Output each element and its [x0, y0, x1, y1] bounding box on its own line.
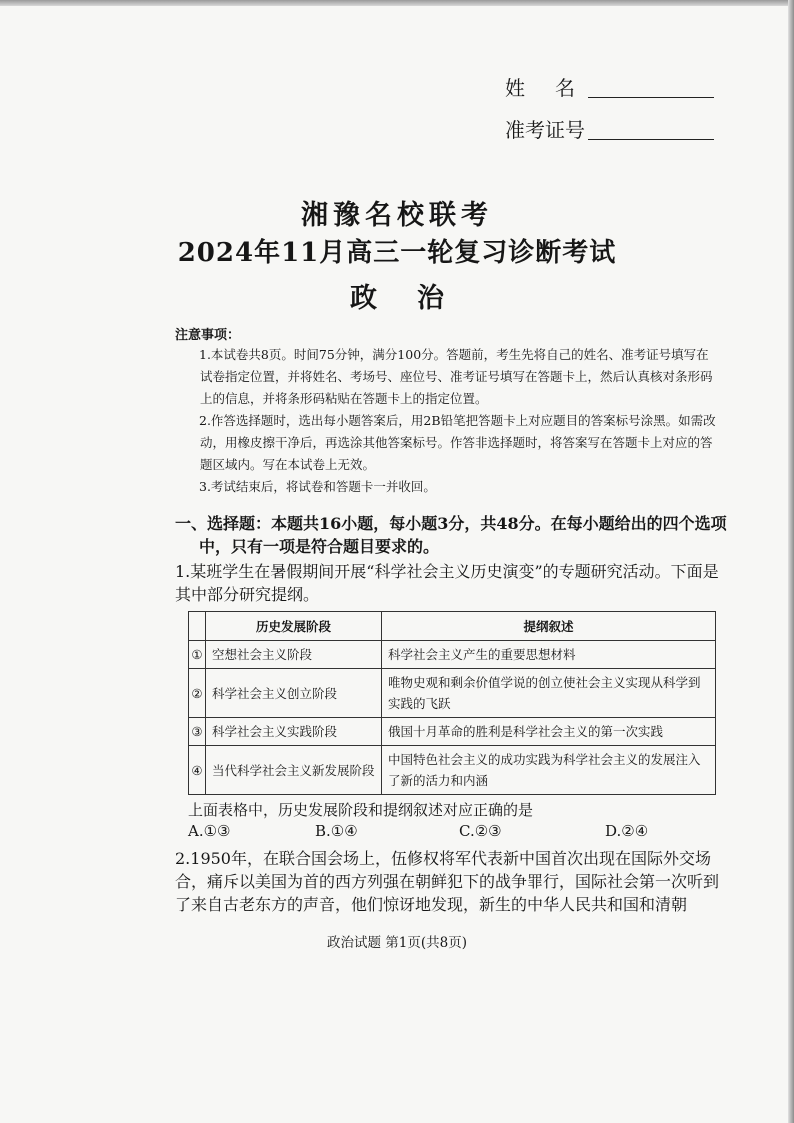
- notice-item-3: 3.考试结束后，将试卷和答题卡一并收回。: [199, 479, 436, 494]
- row-description: 唯物史观和剩余价值学说的创立使社会主义实现从科学到实践的飞跃: [382, 669, 716, 718]
- section-heading-line2: 中，只有一项是符合题目要求的。: [199, 537, 440, 556]
- table-header-desc: 提纲叙述: [382, 612, 716, 641]
- outline-table: [188, 611, 716, 795]
- table-header-row: [189, 612, 716, 641]
- row-number: ④: [189, 746, 206, 795]
- exam-number-label: 准考证号: [505, 118, 585, 142]
- notice-heading: 注意事项：: [175, 328, 241, 343]
- table-header-num: [189, 612, 206, 641]
- section-heading: [175, 512, 735, 558]
- table-header-stage: 历史发展阶段: [206, 612, 382, 641]
- table-row: [189, 669, 716, 718]
- subject-title: 政治: [350, 283, 484, 314]
- row-number: ①: [189, 641, 206, 669]
- table-row: [189, 641, 716, 669]
- question-2-text: 2.1950年，在联合国会场上，伍修权将军代表新中国首次出现在国际外交场合，痛斥以美国为首的西方列强在朝鲜犯下的战争罪行，国际社会第一次听到了来自古老东方的声音，他们惊讶地发现，新生的中华人民共和国和清朝: [175, 849, 720, 914]
- row-stage: 科学社会主义创立阶段: [206, 669, 382, 718]
- option-b[interactable]: B.①④: [315, 822, 358, 840]
- name-underline: [588, 97, 714, 98]
- row-stage: 空想社会主义阶段: [206, 641, 382, 669]
- option-a[interactable]: A.①③: [188, 822, 231, 840]
- exam-title-line1: 湘豫名校联考: [301, 200, 493, 231]
- row-stage: 科学社会主义实践阶段: [206, 718, 382, 746]
- scan-edge-top: [0, 0, 794, 6]
- name-label: 姓名: [505, 76, 605, 100]
- exam-number-field[interactable]: [505, 114, 585, 140]
- option-d[interactable]: D.②④: [605, 822, 649, 840]
- exam-title-line2: 2024年11月高三一轮复习诊断考试: [177, 238, 617, 268]
- question-1-stem: 上面表格中，历史发展阶段和提纲叙述对应正确的是: [188, 801, 534, 819]
- option-c[interactable]: C.②③: [459, 822, 502, 840]
- question-1-text: 1.某班学生在暑假期间开展“科学社会主义历史演变”的专题研究活动。下面是其中部分研究提纲。: [175, 562, 719, 604]
- row-description: 中国特色社会主义的成功实践为科学社会主义的发展注入了新的活力和内涵: [382, 746, 716, 795]
- exam-number-underline: [588, 139, 714, 140]
- table-row: [189, 746, 716, 795]
- row-number: ②: [189, 669, 206, 718]
- notice-item-2: 2.作答选择题时，选出每小题答案后，用2B铅笔把答题卡上对应题目的答案标号涂黑。如需改动，用橡皮擦干净后，再选涂其他答案标号。作答非选择题时，将答案写在答题卡上对应的答题区域内。写在本试卷上无效。: [199, 413, 716, 472]
- scan-edge-right: [788, 0, 794, 1123]
- name-field[interactable]: [505, 72, 605, 98]
- table-row: [189, 718, 716, 746]
- section-heading-line1: 一、选择题：本题共16小题，每小题3分，共48分。在每小题给出的四个选项: [175, 514, 727, 533]
- row-number: ③: [189, 718, 206, 746]
- row-stage: 当代科学社会主义新发展阶段: [206, 746, 382, 795]
- row-description: 俄国十月革命的胜利是科学社会主义的第一次实践: [382, 718, 716, 746]
- notice-item-1: 1.本试卷共8页。时间75分钟，满分100分。答题前，考生先将自己的姓名、准考证号填写在试卷指定位置，并将姓名、考场号、座位号、准考证号填写在答题卡上，然后认真核对条形码上的信息，并将条形码粘贴在答题卡上的指定位置。: [199, 347, 713, 406]
- page-footer: 政治试题 第1页(共8页): [326, 935, 467, 951]
- row-description: 科学社会主义产生的重要思想材料: [382, 641, 716, 669]
